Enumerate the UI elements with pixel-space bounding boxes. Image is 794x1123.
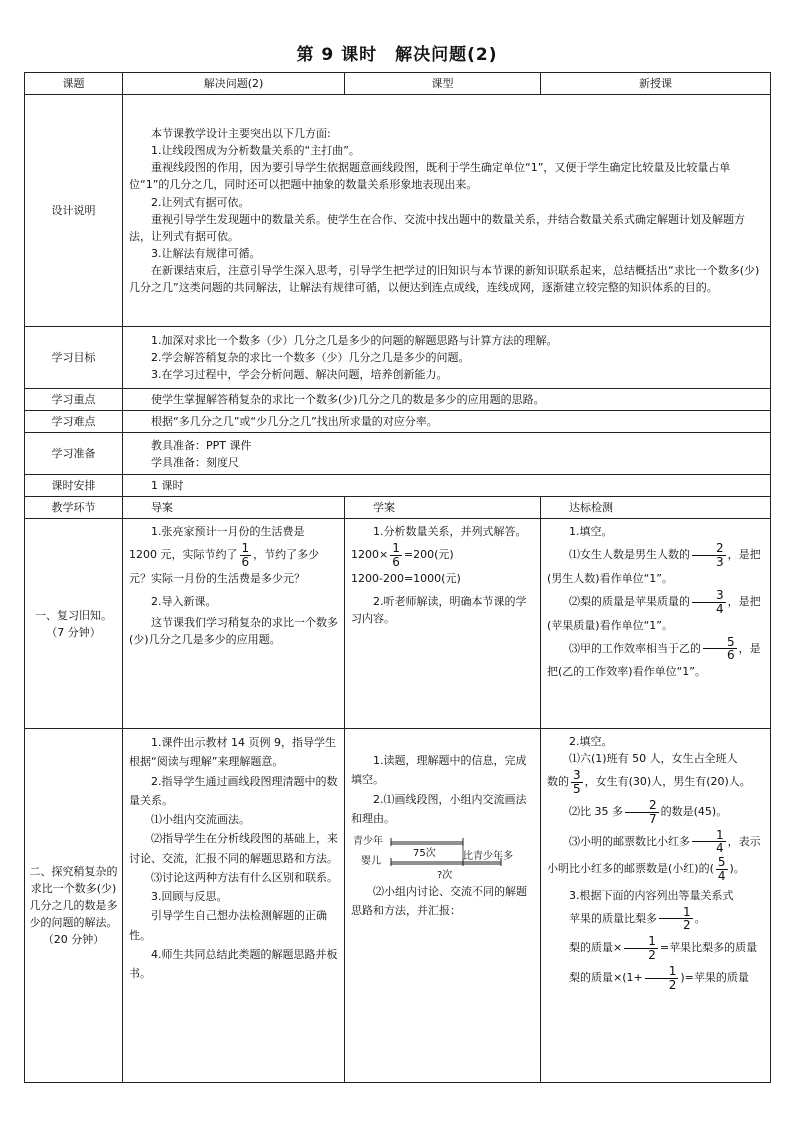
check2-line: 数的 $\frac{3}{5}$ ，女生有(30)人，男生有(20)人。 (547, 768, 751, 796)
section2-guide (123, 729, 345, 1083)
goals-label: 学习目标 (25, 327, 123, 389)
check2-line: ⑵比 35 多 $\frac{2}{7}$ 的数是(45)。 (569, 797, 728, 826)
guide2-line: ⑶讨论这两种方法有什么区别和联系。 (151, 870, 338, 884)
section1-row (25, 519, 771, 729)
col-stage: 教学环节 (25, 497, 123, 519)
fraction: $\frac{1}{2}$ (659, 906, 693, 932)
design-label: 设计说明 (25, 95, 123, 327)
fraction: $\frac{1}{2}$ (624, 935, 658, 961)
section1-stage: 一、复习旧知。（7 分钟） (25, 519, 123, 729)
difficulty-row (25, 411, 771, 433)
study1-line: 1.分析数量关系，并列式解答。 (373, 525, 527, 539)
guide1-line: 这节课我们学习稍复杂的求比一个数多(少)几分之几是多少的应用题。 (129, 616, 338, 647)
fraction: $\frac{1}{6}$ (392, 541, 400, 569)
section1-study (345, 519, 541, 729)
fraction: $\frac{2}{3}$ (692, 542, 726, 568)
design-line: 3.让解法有规律可循。 (151, 246, 261, 260)
check1-line: ⑴女生人数是男生人数的 $\frac{2}{3}$ ，是把 (569, 541, 761, 569)
section1-guide (123, 519, 345, 729)
design-row (25, 95, 771, 327)
section1-check (541, 519, 771, 729)
lesson-number: 第 9 课时 (296, 45, 378, 65)
study2-line: 1.读题，理解题中的信息，完成填空。 (351, 754, 527, 787)
prep-row (25, 433, 771, 475)
focus-row (25, 389, 771, 411)
col-check: 达标检测 (541, 497, 771, 519)
guide1-line: 2.导入新课。 (151, 595, 217, 609)
goals-row (25, 327, 771, 389)
guide2-line: 4.师生共同总结此类题的解题思路并板书。 (129, 947, 338, 981)
fraction: $\frac{5}{6}$ (703, 636, 737, 662)
schedule-row (25, 475, 771, 497)
section2-stage: 二、探究稍复杂的求比一个数多(少)几分之几的数是多少的问题的解法。（20 分钟） (25, 729, 123, 1083)
schedule-content (123, 475, 771, 497)
design-content (123, 95, 771, 327)
prep-content (123, 433, 771, 475)
focus-label: 学习重点 (25, 389, 123, 411)
focus-text: 使学生掌握解答稍复杂的求比一个数多(少)几分之几的数是多少的应用题的思路。 (151, 393, 545, 407)
guide2-line: 1.课件出示教材 14 页例 9，指导学生根据“阅读与理解”来理解题意。 (129, 736, 336, 769)
goals-content (123, 327, 771, 389)
schedule-text: 1 课时 (151, 479, 184, 493)
lesson-label: 课题 (25, 73, 123, 95)
youth-label: 青少年 (353, 836, 383, 848)
study1-line: 2.听老师解读，明确本节课的学习内容。 (351, 595, 527, 626)
fraction: $\frac{1}{4}$ (692, 829, 726, 855)
prep-line: 教具准备：PPT 课件 (151, 438, 252, 452)
page-title (0, 40, 794, 65)
fraction: $\frac{3}{5}$ (573, 768, 581, 796)
fraction: $\frac{5}{4}$ (717, 855, 726, 883)
goal-line: 2.学会解答稍复杂的求比一个数多（少）几分之几是多少的问题。 (151, 351, 470, 365)
fraction: $\frac{2}{7}$ (625, 799, 659, 825)
type-label: 课型 (345, 73, 541, 95)
study2-line: 2.⑴画线段图，小组内交流画法和理由。 (351, 792, 527, 825)
design-line: 本节课教学设计主要突出以下几方面: (151, 127, 331, 141)
goal-line: 3.在学习过程中，学会分析问题、解决问题，培养创新能力。 (151, 368, 448, 382)
fraction: $\frac{1}{6}$ (241, 541, 250, 569)
schedule-label: 课时安排 (25, 475, 123, 497)
baby-label: 婴儿 (361, 856, 381, 868)
study1-line: 1200× $\frac{1}{6}$ =200(元) (351, 541, 454, 569)
line-segment-diagram (351, 830, 534, 880)
design-line: 重视引导学生发现题中的数量关系。使学生在合作、交流中找出题中的数量关系，并结合数量关系式确定解题计划及解题方法，让列式有据可依。 (129, 212, 745, 243)
guide1-line: 元？实际一月份的生活费是多少元？ (129, 571, 305, 585)
check1-line: (苹果质量)看作单位“1”。 (547, 618, 673, 632)
difficulty-label: 学习难点 (25, 411, 123, 433)
check1-line: (男生人数)看作单位“1”。 (547, 571, 673, 585)
prep-label: 学习准备 (25, 433, 123, 475)
check1-line: ⑶甲的工作效率相当于乙的 $\frac{5}{6}$ ，是 (569, 634, 761, 663)
guide2-line: 引导学生自己想办法检测解题的正确性。 (129, 909, 327, 942)
header-row (25, 73, 771, 95)
guide2-line: 2.指导学生通过画线段图理清题中的数量关系。 (129, 774, 338, 807)
check1-line: 1.填空。 (569, 525, 613, 539)
section2-study (345, 729, 541, 1083)
study2-line: ⑵小组内讨论、交流不同的解题思路和方法，并汇报： (351, 885, 527, 918)
unknown-label: ?次 (437, 870, 453, 882)
design-line: 在新课结束后，注意引导学生深入思考，引导学生把学过的旧知识与本节课的新知识联系起来，总结概括出“求比一个数多(少)几分之几”这类问题的共同解法，让解法有规律可循，以便达到连点成线，连线成网，逐渐建立较完整的知识体系的目的。 (129, 263, 760, 294)
check1-line: 把(乙的工作效率)看作单位“1”。 (547, 665, 706, 679)
check2-line: 小明比小红多的邮票数是(小红)的( $\frac{5}{4}$ )。 (547, 855, 745, 883)
design-line: 1.让线段图成为分析数量关系的“主打曲”。 (151, 144, 360, 158)
check2-line: 梨的质量× $\frac{1}{2}$ =苹果比梨多的质量 (569, 934, 758, 962)
section2-row (25, 729, 771, 1083)
goal-line: 1.加深对求比一个数多（少）几分之几是多少的问题的解题思路与计算方法的理解。 (151, 333, 558, 347)
more-label: 比青少年多 (463, 851, 513, 863)
check1-line: ⑵梨的质量是苹果质量的 $\frac{3}{4}$ ，是把 (569, 587, 761, 616)
design-line: 重视线段图的作用，因为要引导学生依据题意画线段图，既利于学生确定单位“1”，又便于学生确定比较量及比较量占单位“1”的几分之几，同时还可以把题中抽象的数量关系形象地表现出来。 (129, 161, 731, 192)
check2-line: ⑶小明的邮票数比小红多 $\frac{1}{4}$ ，表示 (569, 827, 761, 856)
study1-line: 1200-200=1000(元) (351, 571, 461, 585)
col-study: 学案 (345, 497, 541, 519)
difficulty-content (123, 411, 771, 433)
focus-content (123, 389, 771, 411)
guide1-line: 1200 元，实际节约了 $\frac{1}{6}$ ，节约了多少 (129, 541, 320, 569)
type-value: 新授课 (541, 73, 771, 95)
check2-line: 3.根据下面的内容列出等量关系式 (569, 888, 734, 902)
check2-line: 苹果的质量比梨多 $\frac{1}{2}$ 。 (569, 904, 706, 933)
guide2-line: 3.回顾与反思。 (151, 890, 228, 904)
prep-line: 学具准备：刻度尺 (151, 455, 239, 469)
section2-check (541, 729, 771, 1083)
guide2-line: ⑴小组内交流画法。 (151, 813, 250, 827)
fraction: $\frac{1}{2}$ (645, 965, 679, 991)
guide1-line: 1.张亮家预计一月份的生活费是 (151, 525, 305, 539)
lesson-plan-table (24, 72, 771, 1083)
fraction: $\frac{3}{4}$ (692, 589, 726, 615)
check2-line: 2.填空。 (569, 735, 613, 749)
lesson-topic: 解决问题(2) (395, 45, 498, 65)
guide2-line: ⑵指导学生在分析线段图的基础上，来讨论、交流，汇报不同的解题思路和方法。 (129, 832, 338, 865)
lesson-value: 解决问题(2) (123, 73, 345, 95)
check2-line: 梨的质量×(1+ $\frac{1}{2}$ )=苹果的质量 (569, 963, 749, 992)
col-guide: 导案 (123, 497, 345, 519)
design-line: 2.让列式有据可依。 (151, 195, 250, 209)
columns-row (25, 497, 771, 519)
difficulty-text: 根据“多几分之几”或“少几分之几”找出所求量的对应分率。 (151, 415, 438, 429)
count-label: 75次 (413, 848, 436, 860)
check2-line: ⑴六(1)班有 50 人，女生占全班人 (569, 752, 738, 766)
